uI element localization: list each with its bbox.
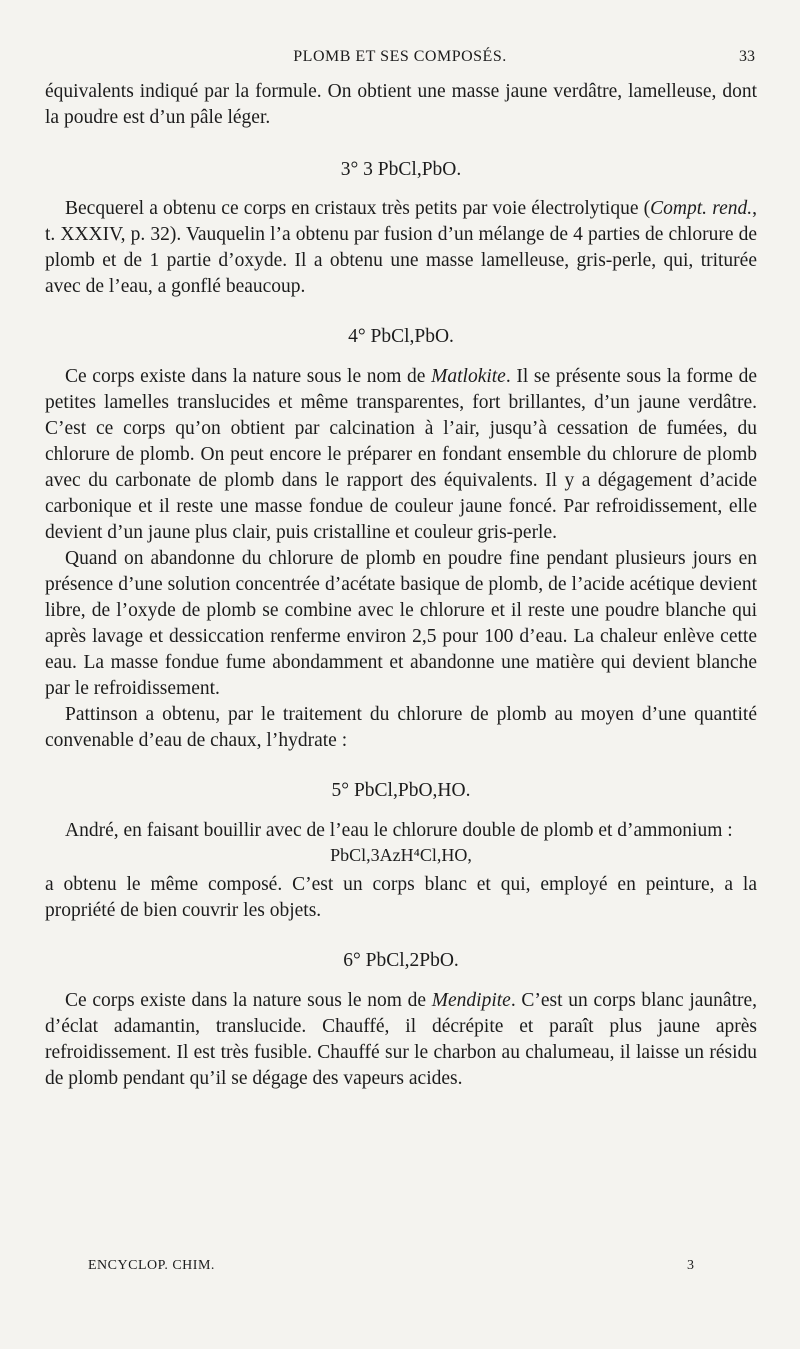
paragraph-4: Quand on abandonne du chlorure de plomb en poudre fine pendant plusieurs jours en présence d’une solution concentrée d’acétate basique de plomb, de l’acide acétique devient libre, de l’oxyde de plomb se combine avec le chlorure et il reste une poudre blanche qui après lavage et dessiccation renferme environ 2,5 pour 100 d’eau. La chaleur enlève cette eau. La masse fondue fume abondamment et abandonne une matière qui devient blanche par le refroidissement. — [45, 548, 757, 699]
formula-heading-3: 3° 3 PbCl,PbO. — [340, 159, 462, 180]
sheet-number: 3 — [687, 1258, 694, 1273]
formula-heading-4: 4° PbCl,PbO. — [348, 326, 454, 347]
paragraph-2: Becquerel a obtenu ce corps en cristaux très petits par voie électrolytique (Compt. rend., t. XXXIV, p. 32). Vauquelin l’a obtenu par fusion d’un mélange de 4 parties de chlorure de plomb et de 1 partie d’oxyde. Il a obtenu une masse lamelleuse, gris-perle, qui, triturée avec de l’eau, a gonflé beaucoup. — [45, 198, 758, 297]
paragraph-7: a obtenu le même composé. C’est un corps blanc et qui, employé en peinture, a la propriété de bien couvrir les objets. — [45, 874, 757, 921]
formula-ammonium-chloride: PbCl,3AzH⁴Cl,HO, — [330, 845, 472, 865]
paragraph-3: Ce corps existe dans la nature sous le nom de Matlokite. Il se présente sous la forme de petites lamelles translucides et même transparentes, fort brillantes, d’un jaune verdâtre. C’est ce corps qu’on obtient par calcination à l’air, jusqu’à cessation de fumées, du chlorure de plomb. On peut encore le préparer en fondant ensemble du chlorure de plomb avec du carbonate de plomb dans le rapport des équivalents. Il y a dégagement d’acide carbonique et il reste une masse fondue de couleur jaune foncé. Par refroidissement, elle devient d’un jaune plus clair, puis cristalline et couleur gris-perle. — [45, 366, 757, 543]
formula-heading-5: 5° PbCl,PbO,HO. — [331, 780, 471, 801]
page-header — [0, 48, 800, 72]
reference-title: Compt. rend. — [650, 198, 753, 219]
paragraph-5: Pattinson a obtenu, par le traitement du chlorure de plomb au moyen d’une quantité convenable d’eau de chaux, l’hydrate : — [45, 704, 757, 751]
formula-heading-6: 6° PbCl,2PbO. — [343, 950, 459, 971]
paragraph-8: Ce corps existe dans la nature sous le nom de Mendipite. C’est un corps blanc jaunâtre, d’éclat adamantin, translucide. Chauffé, il décrépite et paraît plus jaune après refroidissement. Il est très fusible. Chauffé sur le charbon au chalumeau, il laisse un résidu de plomb pendant qu’il se dégage des vapeurs acides. — [45, 990, 758, 1089]
paragraph-6: André, en faisant bouillir avec de l’eau le chlorure double de plomb et d’ammonium : — [65, 820, 733, 841]
mineral-name-matlokite: Matlokite — [431, 366, 506, 387]
signature-mark: ENCYCLOP. CHIM. — [88, 1258, 215, 1273]
page-number: 33 — [739, 48, 755, 65]
paragraph-1: équivalents indiqué par la formule. On obtient une masse jaune verdâtre, lamelleuse, dont la poudre est d’un pâle léger. — [45, 81, 757, 128]
mineral-name-mendipite: Mendipite — [431, 990, 511, 1011]
page-body — [45, 79, 757, 1092]
page-footer — [0, 1258, 800, 1280]
running-title: PLOMB ET SES COMPOSÉS. — [293, 48, 507, 65]
